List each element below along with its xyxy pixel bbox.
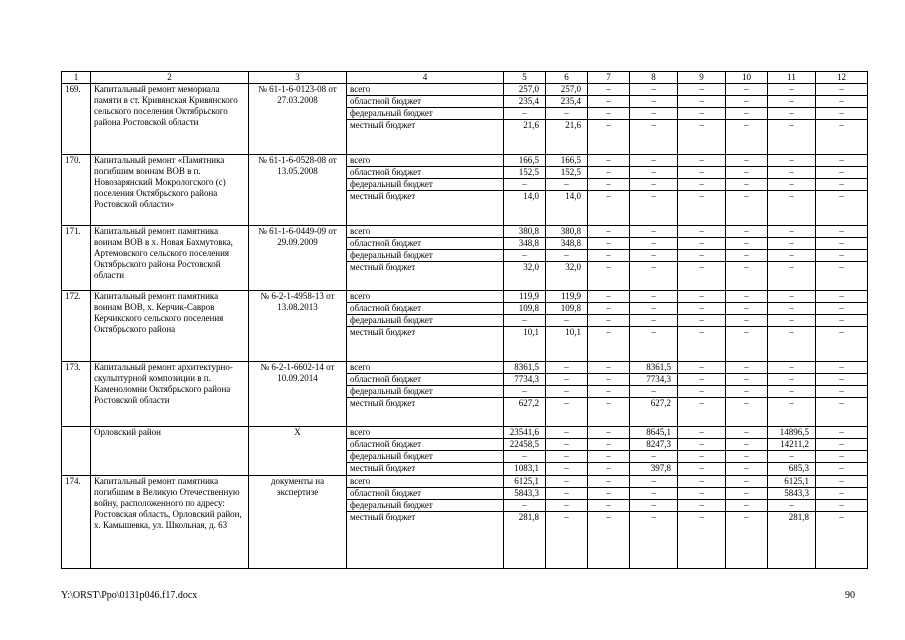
funding-source: местный бюджет — [347, 463, 504, 476]
budget-value: – — [630, 262, 678, 291]
budget-value: 348,8 — [504, 238, 546, 250]
budget-value: – — [678, 374, 726, 386]
budget-value: 119,9 — [546, 291, 588, 303]
budget-value: – — [588, 488, 630, 500]
budget-value: – — [588, 167, 630, 179]
column-header: 11 — [768, 72, 816, 84]
budget-value: 14896,5 — [768, 427, 816, 439]
budget-value: – — [768, 179, 816, 191]
column-header: 2 — [91, 72, 249, 84]
funding-source: федеральный бюджет — [347, 315, 504, 327]
budget-value: – — [816, 512, 868, 569]
budget-value: – — [588, 512, 630, 569]
approval-document: № 6-2-1-4958-13 от 13.08.2013 — [249, 291, 347, 362]
table-row — [62, 427, 868, 439]
column-header: 9 — [678, 72, 726, 84]
budget-value: – — [588, 291, 630, 303]
budget-value: – — [726, 250, 768, 262]
budget-value: 281,8 — [768, 512, 816, 569]
budget-value: – — [816, 303, 868, 315]
budget-value: – — [816, 463, 868, 476]
table-row — [62, 155, 868, 167]
column-header: 3 — [249, 72, 347, 84]
approval-document: № 61-1-6-0528-08 от 13.05.2008 — [249, 155, 347, 226]
budget-value: – — [768, 386, 816, 398]
budget-value: – — [588, 500, 630, 512]
project-name: Орловский район — [91, 427, 249, 476]
budget-value: 397,8 — [630, 463, 678, 476]
budget-value: – — [630, 167, 678, 179]
funding-source: всего — [347, 476, 504, 488]
budget-value: 281,8 — [504, 512, 546, 569]
budget-value: – — [678, 362, 726, 374]
budget-value: 5843,3 — [504, 488, 546, 500]
budget-value: – — [546, 179, 588, 191]
budget-value: – — [546, 398, 588, 427]
budget-value: – — [768, 191, 816, 226]
budget-value: 22458,5 — [504, 439, 546, 451]
budget-value: – — [546, 488, 588, 500]
project-name: Капитальный ремонт памятника воинам ВОВ, х. Керчик-Савров Керчикского сельского поселения Октябрьского района — [91, 291, 249, 362]
budget-value: – — [816, 386, 868, 398]
budget-value: 627,2 — [504, 398, 546, 427]
budget-value: – — [588, 155, 630, 167]
budget-value: 119,9 — [504, 291, 546, 303]
table-row — [62, 291, 868, 303]
budget-value: – — [588, 191, 630, 226]
funding-source: всего — [347, 155, 504, 167]
budget-value: – — [816, 374, 868, 386]
budget-value: – — [816, 398, 868, 427]
funding-source: местный бюджет — [347, 262, 504, 291]
budget-value: – — [726, 439, 768, 451]
budget-value: – — [630, 238, 678, 250]
budget-value: – — [726, 291, 768, 303]
budget-value: – — [726, 476, 768, 488]
budget-value: – — [726, 463, 768, 476]
budget-value: – — [726, 398, 768, 427]
budget-value: – — [630, 96, 678, 108]
budget-value: – — [816, 451, 868, 463]
budget-value: – — [816, 315, 868, 327]
budget-value: – — [678, 451, 726, 463]
budget-value: – — [588, 386, 630, 398]
budget-value: – — [588, 120, 630, 155]
project-name: Капитальный ремонт памятника воинам ВОВ в х. Новая Бахмутовка, Артемовского сельского поселения Октябрьского района Ростовской области — [91, 226, 249, 291]
budget-value: – — [504, 451, 546, 463]
budget-value: 8361,5 — [504, 362, 546, 374]
budget-value: – — [726, 488, 768, 500]
budget-value: – — [546, 250, 588, 262]
budget-value: – — [588, 427, 630, 439]
funding-source: федеральный бюджет — [347, 386, 504, 398]
budget-value: – — [678, 179, 726, 191]
budget-value: – — [678, 315, 726, 327]
budget-value: – — [630, 84, 678, 96]
budget-value: – — [678, 291, 726, 303]
budget-value: 6125,1 — [768, 476, 816, 488]
budget-value: – — [726, 327, 768, 362]
budget-value: – — [768, 96, 816, 108]
budget-value: – — [768, 398, 816, 427]
budget-value: – — [678, 386, 726, 398]
budget-value: – — [546, 476, 588, 488]
budget-value: – — [546, 362, 588, 374]
budget-value: – — [630, 500, 678, 512]
budget-value: 152,5 — [546, 167, 588, 179]
budget-value: – — [630, 327, 678, 362]
budget-value: – — [630, 226, 678, 238]
budget-value: – — [726, 179, 768, 191]
budget-value: – — [678, 167, 726, 179]
approval-document: № 6-2-1-6602-14 от 10.09.2014 — [249, 362, 347, 427]
budget-value: – — [630, 451, 678, 463]
budget-value: – — [816, 262, 868, 291]
budget-value: – — [816, 155, 868, 167]
budget-value: 10,1 — [546, 327, 588, 362]
budget-value: – — [726, 315, 768, 327]
project-name: Капитальный ремонт мемориала памяти в ст. Кривянская Кривянского сельского поселения Октябрьского района Ростовской области — [91, 84, 249, 155]
budget-value: – — [588, 226, 630, 238]
budget-value: 5843,3 — [768, 488, 816, 500]
budget-value: – — [546, 512, 588, 569]
row-number: 169. — [62, 84, 91, 155]
budget-value: – — [726, 96, 768, 108]
approval-document: № 61-1-6-0449-09 от 29.09.2009 — [249, 226, 347, 291]
budget-value: 235,4 — [504, 96, 546, 108]
budget-value: – — [678, 226, 726, 238]
budget-value: – — [678, 500, 726, 512]
budget-value: – — [588, 398, 630, 427]
budget-value: – — [816, 84, 868, 96]
budget-value: – — [816, 439, 868, 451]
budget-value: – — [546, 374, 588, 386]
budget-value: – — [726, 427, 768, 439]
budget-value: – — [588, 108, 630, 120]
table-row — [62, 362, 868, 374]
budget-value: – — [630, 191, 678, 226]
table-row — [62, 226, 868, 238]
budget-value: – — [588, 439, 630, 451]
budget-value: – — [726, 155, 768, 167]
budget-value: – — [726, 451, 768, 463]
funding-source: федеральный бюджет — [347, 250, 504, 262]
budget-value: – — [678, 488, 726, 500]
budget-value: – — [768, 500, 816, 512]
page-number: 90 — [845, 590, 855, 601]
funding-source: областной бюджет — [347, 167, 504, 179]
budget-value: – — [588, 362, 630, 374]
budget-value: – — [768, 238, 816, 250]
budget-value: – — [726, 512, 768, 569]
budget-value: – — [630, 120, 678, 155]
budget-value: 8361,5 — [630, 362, 678, 374]
budget-value: – — [726, 108, 768, 120]
budget-value: – — [630, 512, 678, 569]
budget-value: – — [816, 427, 868, 439]
budget-value: 109,8 — [546, 303, 588, 315]
budget-value: 21,6 — [546, 120, 588, 155]
budget-value: – — [678, 427, 726, 439]
budget-value: – — [588, 84, 630, 96]
budget-value: – — [588, 250, 630, 262]
budget-value: – — [678, 238, 726, 250]
row-number — [62, 427, 91, 476]
budget-value: 685,3 — [768, 463, 816, 476]
funding-source: всего — [347, 291, 504, 303]
funding-source: местный бюджет — [347, 512, 504, 569]
budget-value: – — [726, 120, 768, 155]
funding-source: местный бюджет — [347, 398, 504, 427]
budget-value: – — [504, 179, 546, 191]
budget-value: – — [816, 120, 868, 155]
budget-value: – — [816, 179, 868, 191]
row-number: 174. — [62, 476, 91, 569]
budget-value: – — [630, 386, 678, 398]
funding-source: областной бюджет — [347, 303, 504, 315]
budget-table — [61, 71, 868, 569]
column-header: 1 — [62, 72, 91, 84]
budget-value: – — [588, 327, 630, 362]
budget-value: – — [546, 315, 588, 327]
budget-value: – — [630, 315, 678, 327]
budget-value: 257,0 — [546, 84, 588, 96]
budget-value: – — [768, 108, 816, 120]
budget-value: – — [546, 427, 588, 439]
funding-source: всего — [347, 362, 504, 374]
budget-value: – — [588, 262, 630, 291]
funding-source: всего — [347, 226, 504, 238]
budget-value: – — [768, 315, 816, 327]
budget-value: – — [630, 250, 678, 262]
funding-source: федеральный бюджет — [347, 451, 504, 463]
budget-value: – — [816, 96, 868, 108]
budget-value: – — [588, 463, 630, 476]
budget-value: – — [768, 84, 816, 96]
budget-value: 32,0 — [504, 262, 546, 291]
budget-value: – — [816, 226, 868, 238]
project-name: Капитальный ремонт «Памятника погибшим воинам ВОВ в п. Новозарянский Мокрологского (с) поселения Октябрьского района Ростовской области» — [91, 155, 249, 226]
budget-value: 23541,6 — [504, 427, 546, 439]
budget-value: – — [726, 362, 768, 374]
budget-value: – — [546, 108, 588, 120]
funding-source: всего — [347, 84, 504, 96]
budget-value: – — [588, 303, 630, 315]
funding-source: местный бюджет — [347, 327, 504, 362]
budget-value: 8247,3 — [630, 439, 678, 451]
budget-value: – — [678, 476, 726, 488]
funding-source: всего — [347, 427, 504, 439]
funding-source: областной бюджет — [347, 96, 504, 108]
budget-value: – — [630, 488, 678, 500]
funding-source: местный бюджет — [347, 120, 504, 155]
budget-value: – — [726, 191, 768, 226]
funding-source: федеральный бюджет — [347, 179, 504, 191]
budget-value: – — [630, 476, 678, 488]
budget-value: – — [678, 155, 726, 167]
budget-value: – — [546, 500, 588, 512]
row-number: 170. — [62, 155, 91, 226]
budget-value: – — [768, 167, 816, 179]
budget-value: – — [726, 303, 768, 315]
funding-source: областной бюджет — [347, 374, 504, 386]
column-header: 10 — [726, 72, 768, 84]
budget-value: 257,0 — [504, 84, 546, 96]
budget-value: – — [768, 374, 816, 386]
budget-value: – — [768, 155, 816, 167]
budget-value: – — [678, 303, 726, 315]
budget-value: – — [816, 191, 868, 226]
approval-document: X — [249, 427, 347, 476]
budget-value: – — [726, 500, 768, 512]
budget-value: 6125,1 — [504, 476, 546, 488]
budget-value: – — [816, 362, 868, 374]
budget-value: – — [546, 451, 588, 463]
budget-value: – — [726, 167, 768, 179]
budget-value: – — [588, 179, 630, 191]
budget-value: – — [768, 120, 816, 155]
budget-value: – — [816, 327, 868, 362]
budget-value: – — [678, 327, 726, 362]
budget-value: 166,5 — [546, 155, 588, 167]
budget-value: – — [768, 262, 816, 291]
budget-value: 7734,3 — [504, 374, 546, 386]
budget-value: – — [678, 512, 726, 569]
budget-value: 109,8 — [504, 303, 546, 315]
funding-source: местный бюджет — [347, 191, 504, 226]
budget-value: – — [678, 439, 726, 451]
budget-value: – — [504, 250, 546, 262]
header-row — [62, 72, 868, 84]
budget-value: – — [816, 167, 868, 179]
budget-value: – — [588, 476, 630, 488]
budget-value: – — [678, 96, 726, 108]
budget-value: – — [630, 179, 678, 191]
budget-value: – — [546, 463, 588, 476]
column-header: 6 — [546, 72, 588, 84]
row-number: 173. — [62, 362, 91, 427]
budget-value: – — [816, 250, 868, 262]
budget-value: – — [588, 374, 630, 386]
table-row — [62, 476, 868, 488]
budget-value: 380,8 — [546, 226, 588, 238]
budget-value: 152,5 — [504, 167, 546, 179]
budget-value: 7734,3 — [630, 374, 678, 386]
budget-value: – — [504, 386, 546, 398]
column-header: 5 — [504, 72, 546, 84]
budget-value: – — [726, 386, 768, 398]
budget-value: 380,8 — [504, 226, 546, 238]
budget-value: – — [588, 451, 630, 463]
budget-value: – — [816, 500, 868, 512]
budget-value: – — [678, 120, 726, 155]
budget-value: – — [504, 500, 546, 512]
budget-value: – — [768, 250, 816, 262]
budget-value: 14,0 — [546, 191, 588, 226]
budget-value: – — [546, 439, 588, 451]
funding-source: областной бюджет — [347, 488, 504, 500]
budget-value: – — [816, 291, 868, 303]
budget-value: – — [630, 155, 678, 167]
budget-value: 14,0 — [504, 191, 546, 226]
column-header: 12 — [816, 72, 868, 84]
budget-value: – — [678, 84, 726, 96]
column-header: 8 — [630, 72, 678, 84]
budget-value: – — [768, 362, 816, 374]
project-name: Капитальный ремонт архитектурно-скульптурной композиции в п. Каменоломни Октябрьского района Ростовской области — [91, 362, 249, 427]
budget-value: 14211,2 — [768, 439, 816, 451]
budget-value: – — [504, 315, 546, 327]
budget-value: – — [726, 238, 768, 250]
budget-value: – — [678, 398, 726, 427]
table-row — [62, 84, 868, 96]
budget-value: – — [816, 476, 868, 488]
budget-value: 627,2 — [630, 398, 678, 427]
budget-value: – — [630, 291, 678, 303]
funding-source: федеральный бюджет — [347, 108, 504, 120]
budget-value: – — [588, 238, 630, 250]
budget-value: – — [678, 463, 726, 476]
column-header: 7 — [588, 72, 630, 84]
column-header: 4 — [347, 72, 504, 84]
budget-value: – — [768, 226, 816, 238]
budget-value: – — [768, 291, 816, 303]
footer-file-path: Y:\ORST\Ppo\0131p046.f17.docx — [61, 590, 198, 601]
budget-value: 8645,1 — [630, 427, 678, 439]
budget-value: – — [678, 262, 726, 291]
budget-value: – — [678, 191, 726, 226]
budget-value: – — [678, 250, 726, 262]
budget-value: – — [726, 262, 768, 291]
budget-value: – — [678, 108, 726, 120]
budget-value: 235,4 — [546, 96, 588, 108]
funding-source: областной бюджет — [347, 439, 504, 451]
budget-value: – — [768, 303, 816, 315]
budget-value: – — [768, 327, 816, 362]
budget-value: – — [816, 238, 868, 250]
budget-value: 166,5 — [504, 155, 546, 167]
funding-source: федеральный бюджет — [347, 500, 504, 512]
budget-value: 32,0 — [546, 262, 588, 291]
budget-value: – — [816, 488, 868, 500]
budget-value: – — [726, 226, 768, 238]
funding-source: областной бюджет — [347, 238, 504, 250]
approval-document: № 61-1-6-0123-08 от 27.03.2008 — [249, 84, 347, 155]
budget-value: – — [816, 108, 868, 120]
budget-value: – — [546, 386, 588, 398]
budget-value: – — [588, 96, 630, 108]
budget-value: – — [630, 303, 678, 315]
budget-value: – — [588, 315, 630, 327]
row-number: 171. — [62, 226, 91, 291]
budget-value: – — [504, 108, 546, 120]
row-number: 172. — [62, 291, 91, 362]
budget-value: 348,8 — [546, 238, 588, 250]
budget-value: – — [726, 374, 768, 386]
budget-value: – — [630, 108, 678, 120]
budget-value: – — [726, 84, 768, 96]
approval-document: документы на экспертизе — [249, 476, 347, 569]
budget-value: 21,6 — [504, 120, 546, 155]
project-name: Капитальный ремонт памятника погибшим в Великую Отечественную войну, расположенного по адресу: Ростовская область, Орловский район, х. Камышевка, ул. Школьная, д. 63 — [91, 476, 249, 569]
budget-value: 10,1 — [504, 327, 546, 362]
budget-value: 1083,1 — [504, 463, 546, 476]
budget-value: – — [768, 451, 816, 463]
